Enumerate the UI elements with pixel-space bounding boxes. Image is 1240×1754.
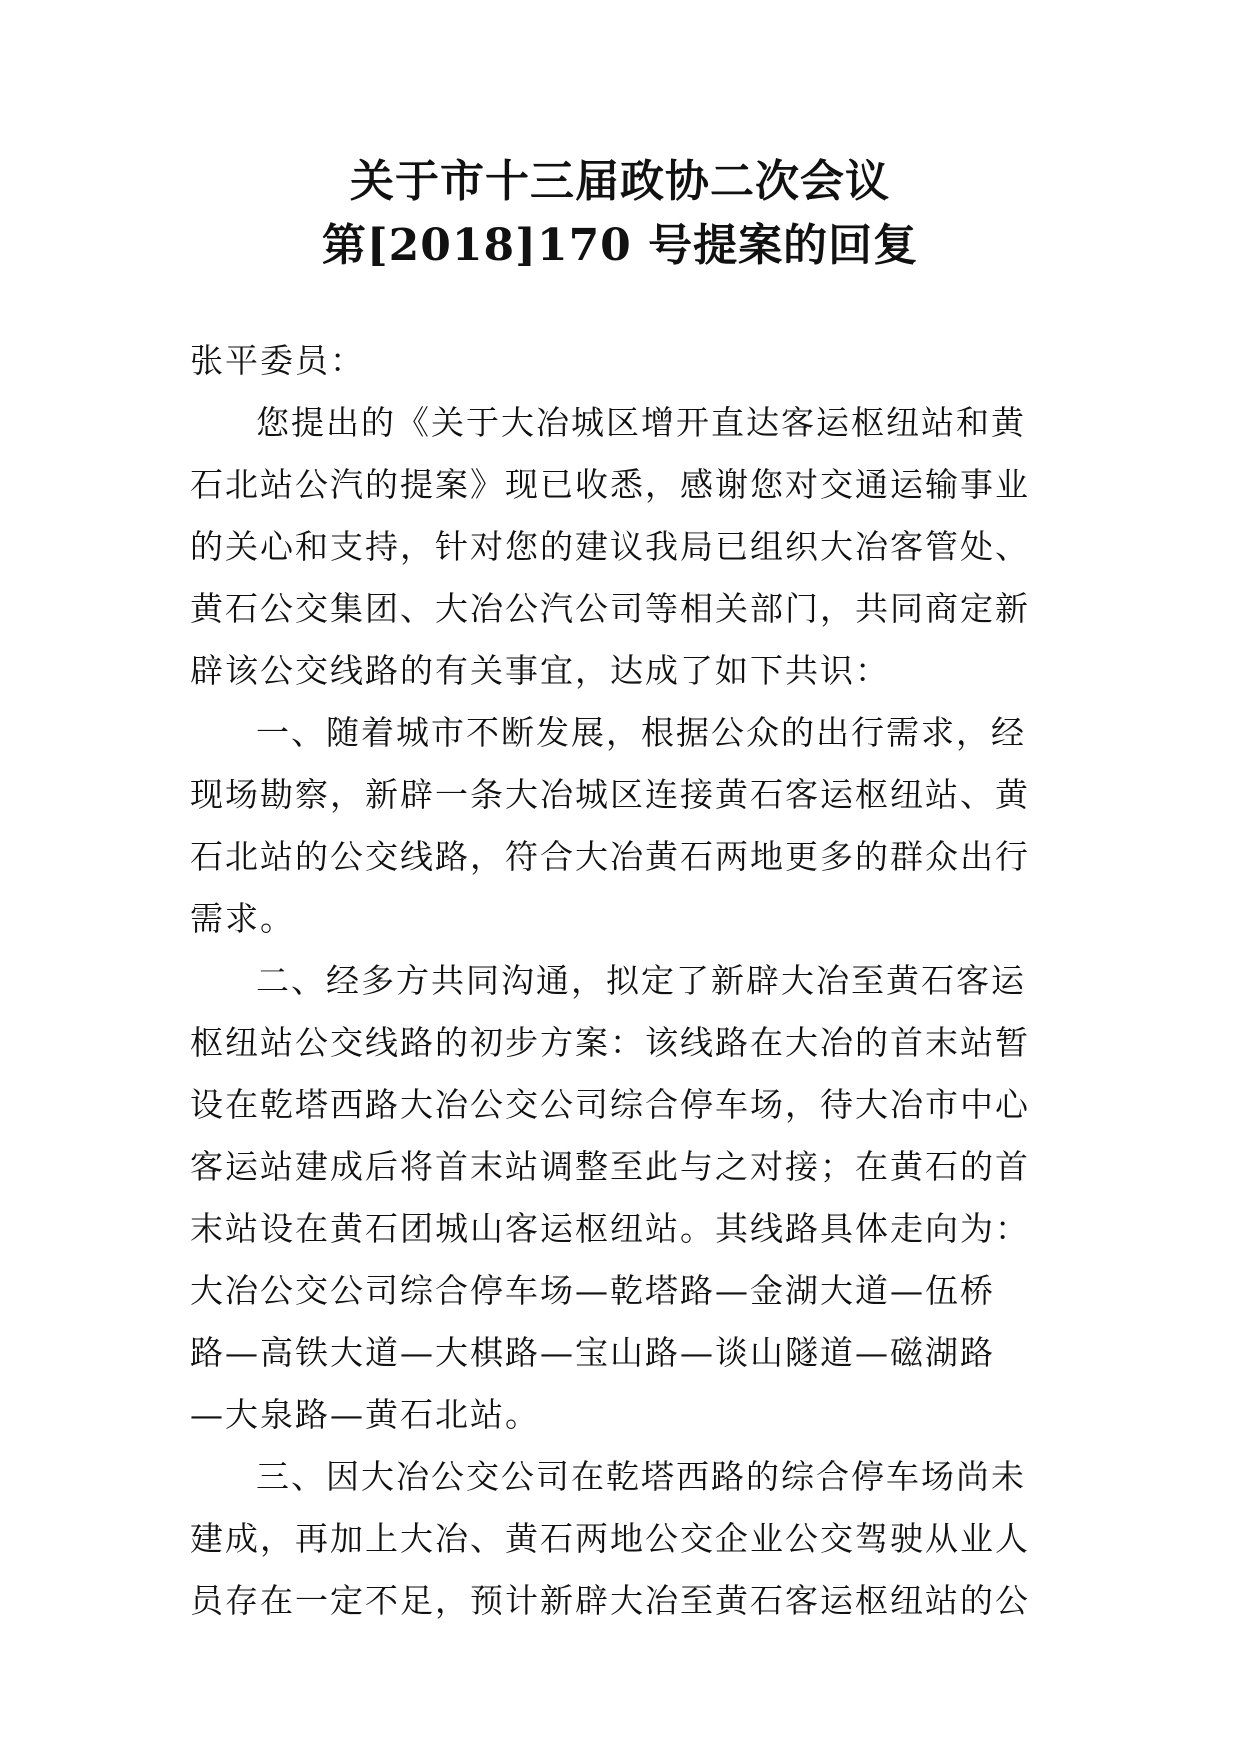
paragraph-1-line-5: 辟该公交线路的有关事宜，达成了如下共识： [190,651,890,690]
paragraph-2-line-4: 需求。 [190,899,295,938]
paragraph-3-line-7: 路—高铁大道—大棋路—宝山路—谈山隧道—磁湖路 [190,1333,995,1372]
paragraph-1-line-1: 您提出的《关于大冶城区增开直达客运枢纽站和黄 [256,403,1026,442]
paragraph-3-line-6: 大冶公交公司综合停车场—乾塔路—金湖大道—伍桥 [190,1271,995,1310]
paragraph-3-line-1: 二、经多方共同沟通，拟定了新辟大冶至黄石客运 [256,961,1026,1000]
paragraph-3-line-5: 末站设在黄石团城山客运枢纽站。其线路具体走向为： [190,1209,1030,1248]
document-title [0,150,1240,278]
paragraph-4-line-3: 员存在一定不足，预计新辟大冶至黄石客运枢纽站的公 [190,1581,1030,1620]
paragraph-1-line-2: 石北站公汽的提案》现已收悉，感谢您对交通运输事业 [190,465,1030,504]
paragraph-2-line-1: 一、随着城市不断发展，根据公众的出行需求，经 [256,713,1026,752]
paragraph-2-line-3: 石北站的公交线路，符合大冶黄石两地更多的群众出行 [190,837,1030,876]
paragraph-2-line-2: 现场勘察，新辟一条大冶城区连接黄石客运枢纽站、黄 [190,775,1030,814]
paragraph-3-line-4: 客运站建成后将首末站调整至此与之对接；在黄石的首 [190,1147,1030,1186]
paragraph-4-line-1: 三、因大冶公交公司在乾塔西路的综合停车场尚未 [256,1457,1026,1496]
paragraph-3-line-2: 枢纽站公交线路的初步方案：该线路在大冶的首末站暂 [190,1023,1030,1062]
salutation: 张平委员： [190,341,365,380]
paragraph-1-line-3: 的关心和支持，针对您的建议我局已组织大冶客管处、 [190,527,1030,566]
paragraph-4-line-2: 建成，再加上大冶、黄石两地公交企业公交驾驶从业人 [190,1519,1030,1558]
document-body [190,330,1030,1632]
paragraph-1-line-4: 黄石公交集团、大冶公汽公司等相关部门，共同商定新 [190,589,1030,628]
paragraph-3-line-3: 设在乾塔西路大冶公交公司综合停车场，待大冶市中心 [190,1085,1030,1124]
title-line-1: 关于市十三届政协二次会议 [350,156,890,207]
paragraph-3-line-8: —大泉路—黄石北站。 [190,1395,540,1434]
title-line-2: 第[2018]170 号提案的回复 [321,220,919,271]
